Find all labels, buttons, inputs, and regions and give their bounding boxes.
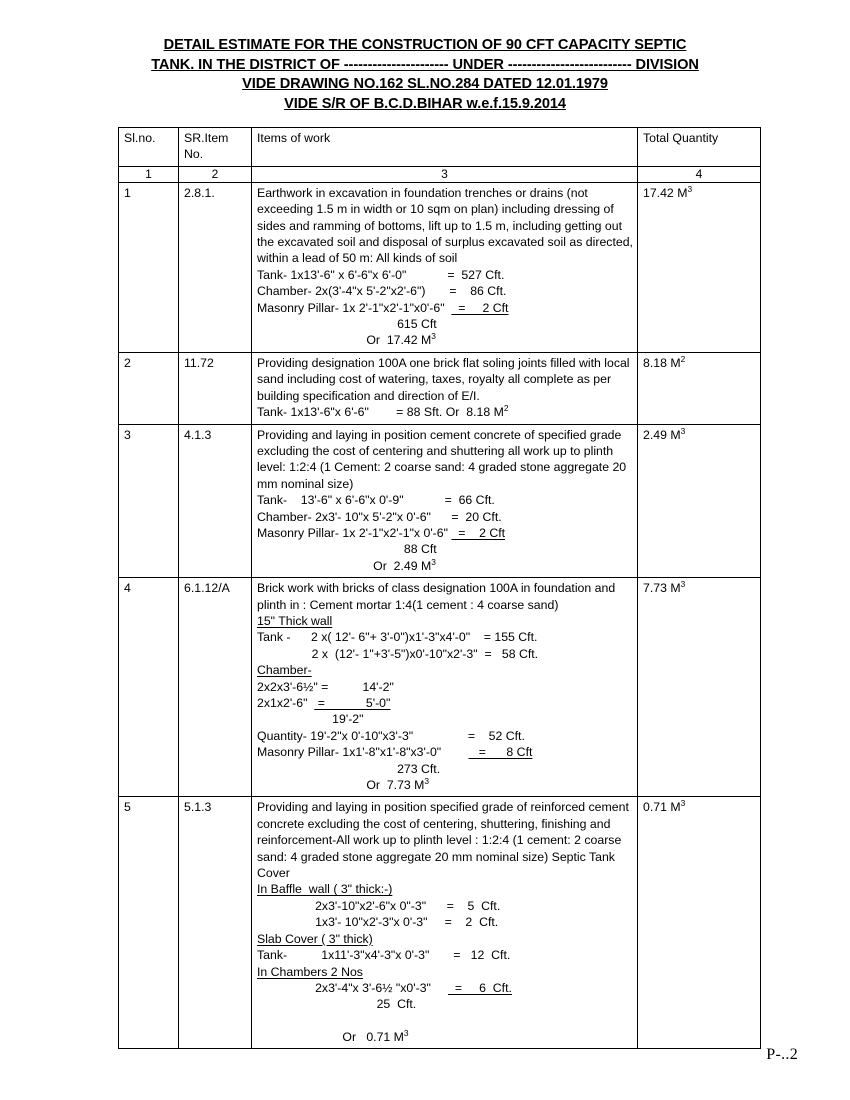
calc-line: Masonry Pillar- 1x 2'-1"x2'-1"x0'-6" = 2 Cft [257, 300, 509, 315]
calc-line: 2x3'-10"x2'-6"x 0"-3" = 5 Cft. [257, 898, 501, 913]
header-sr-item-no: SR.Item No. [179, 128, 252, 167]
row-sr-item-no: 2.8.1. [179, 182, 252, 352]
row-description: Providing and laying in position specified grade of reinforced cement concrete excluding the cost of centering, shuttering, finishing and reinforcement-All work up to plinth level : 1:2:4 (1 cement: 2 coarse sand: 4 graded stone aggregate 20 mm nominal size) Septic Tank Cover [257, 800, 629, 881]
row-sl-no: 4 [119, 578, 179, 797]
calc-line: Masonry Pillar- 1x 2'-1"x2'-1"x 0'-6" = 2 Cft [257, 525, 506, 540]
row-sl-no: 3 [119, 424, 179, 578]
calc-line: Masonry Pillar- 1x1'-8"x1'-8"x3'-0" = 8 Cft [257, 745, 533, 760]
calc-line: Or 17.42 $M^3$ [257, 331, 436, 348]
calc-line: 2x3'-4"x 3'-6½ "x0'-3" = 6 Cft. [257, 980, 512, 995]
column-number-2: 2 [179, 166, 252, 182]
row-subheading: Chamber- [257, 663, 312, 678]
row-total-quantity: 17.42 $M^3$ [638, 182, 761, 352]
calc-line: 2x2x3'-6½" = 14'-2" [257, 679, 394, 694]
row-subheading: 15" Thick wall [257, 613, 333, 628]
row-sl-no: 1 [119, 182, 179, 352]
heading-line-1: DETAIL ESTIMATE FOR THE CONSTRUCTION OF 90 CFT CAPACITY SEPTIC [163, 37, 687, 53]
calc-line: Tank- 1x11'-3"x4'-3"x 0'-3" = 12 Cft. [257, 948, 511, 963]
row-sr-item-no: 11.72 [179, 352, 252, 424]
calc-line: Tank- 1x13'-6" x 6'-6"x 6'-0" = 527 Cft. [257, 267, 505, 282]
column-number-1: 1 [119, 166, 179, 182]
row-items-of-work [252, 352, 638, 424]
row-items-of-work [252, 578, 638, 797]
column-number-3: 3 [252, 166, 638, 182]
heading-line-3: VIDE DRAWING NO.162 SL.NO.284 DATED 12.01.1979 [242, 76, 608, 92]
table-row [119, 352, 761, 424]
header-sl-no: Sl.no. [119, 128, 179, 167]
header-total-quantity: Total Quantity [638, 128, 761, 167]
document-heading [70, 36, 780, 114]
calc-line: Chamber- 2x(3'-4"x 5'-2"x2'-6") = 86 Cft. [257, 284, 507, 299]
row-subheading: In Chambers 2 Nos [257, 964, 363, 979]
table-column-number-row [119, 166, 761, 182]
heading-line-4: VIDE S/R OF B.C.D.BIHAR w.e.f.15.9.2014 [284, 95, 566, 112]
heading-line-2: TANK. IN THE DISTRICT OF ---------------------- UNDER -------------------------- DIVISION [151, 56, 699, 73]
row-total-quantity: 8.18 $M^2$ [638, 352, 761, 424]
page-number-footer: P-..2 [766, 1046, 798, 1063]
calc-line: 2 x (12'- 1"+3'-5")x0'-10"x2'-3" = 58 Cft. [257, 646, 539, 661]
row-description: Providing and laying in position cement concrete of specified grade excluding the cost of centering and shuttering all work up to plinth level: 1:2:4 (1 Cement: 2 coarse sand: 4 graded stone aggregate 20 mm nominal size) [257, 427, 627, 491]
calc-line: 19'-2" [257, 712, 364, 727]
table-row [119, 797, 761, 1049]
row-description: Earthwork in excavation in foundation trenches or drains (not exceeding 1.5 m in width or 10 sqm on plan) including dressing of sides and ramming of bottoms, lift up to 1.5 m, including getting out the excavated soil and disposal of surplus excavated soil as directed, within a lead of 50 m: All kinds of soil [257, 185, 633, 266]
calc-line: Chamber- 2x3'- 10"x 5'-2"x 0'-6" = 20 Cft. [257, 509, 502, 524]
calc-line: 25 Cft. [257, 997, 417, 1012]
calc-line: Quantity- 19'-2"x 0'-10"x3'-3" = 52 Cft. [257, 728, 525, 743]
table-row [119, 578, 761, 797]
row-sr-item-no: 5.1.3 [179, 797, 252, 1049]
calc-line: Or 2.49 $M^3$ [257, 556, 436, 573]
row-items-of-work [252, 797, 638, 1049]
calc-line: 1x3'- 10"x2'-3"x 0'-3" = 2 Cft. [257, 915, 499, 930]
calc-line: Or 0.71 $M^3$ [257, 1027, 409, 1044]
table-row [119, 182, 761, 352]
detail-estimate-table [118, 127, 761, 1049]
calc-line: Tank- 1x13'-6"x 6'-6" = 88 Sft. Or 8.18 $M^2$ [257, 403, 509, 420]
table-row [119, 424, 761, 578]
row-sl-no: 5 [119, 797, 179, 1049]
header-items-of-work: Items of work [252, 128, 638, 167]
row-total-quantity: 7.73 $M^3$ [638, 578, 761, 797]
row-total-quantity: 0.71 $M^3$ [638, 797, 761, 1049]
row-sr-item-no: 4.1.3 [179, 424, 252, 578]
row-sl-no: 2 [119, 352, 179, 424]
calc-line: 88 Cft [257, 542, 437, 557]
row-sr-item-no: 6.1.12/A [179, 578, 252, 797]
column-number-4: 4 [638, 166, 761, 182]
calc-line: 2x1x2'-6" = 5'-0" [257, 696, 391, 710]
row-subheading: In Baffle wall ( 3" thick:-) [257, 882, 393, 897]
row-description: Brick work with bricks of class designation 100A in foundation and plinth in : Cement mortar 1:4(1 cement : 4 coarse sand) [257, 581, 616, 612]
row-items-of-work [252, 424, 638, 578]
calc-line: 273 Cft. [257, 761, 441, 776]
calc-line: Tank- 13'-6" x 6'-6"x 0'-9" = 66 Cft. [257, 493, 495, 508]
row-total-quantity: 2.49 $M^3$ [638, 424, 761, 578]
calc-line: Tank - 2 x( 12'- 6"+ 3'-0")x1'-3"x4'-0" = 155 Cft. [257, 630, 538, 645]
calc-line: 615 Cft [257, 317, 437, 332]
spacer [257, 1013, 633, 1029]
table-header-row [119, 128, 761, 167]
row-items-of-work [252, 182, 638, 352]
calc-line: Or 7.73 $M^3$ [257, 775, 430, 793]
row-subheading: Slab Cover ( 3" thick) [257, 931, 373, 946]
row-description: Providing designation 100A one brick flat soling joints filled with local sand including cost of watering, taxes, royalty all complete as per building specification and direction of E/I. [257, 355, 630, 403]
